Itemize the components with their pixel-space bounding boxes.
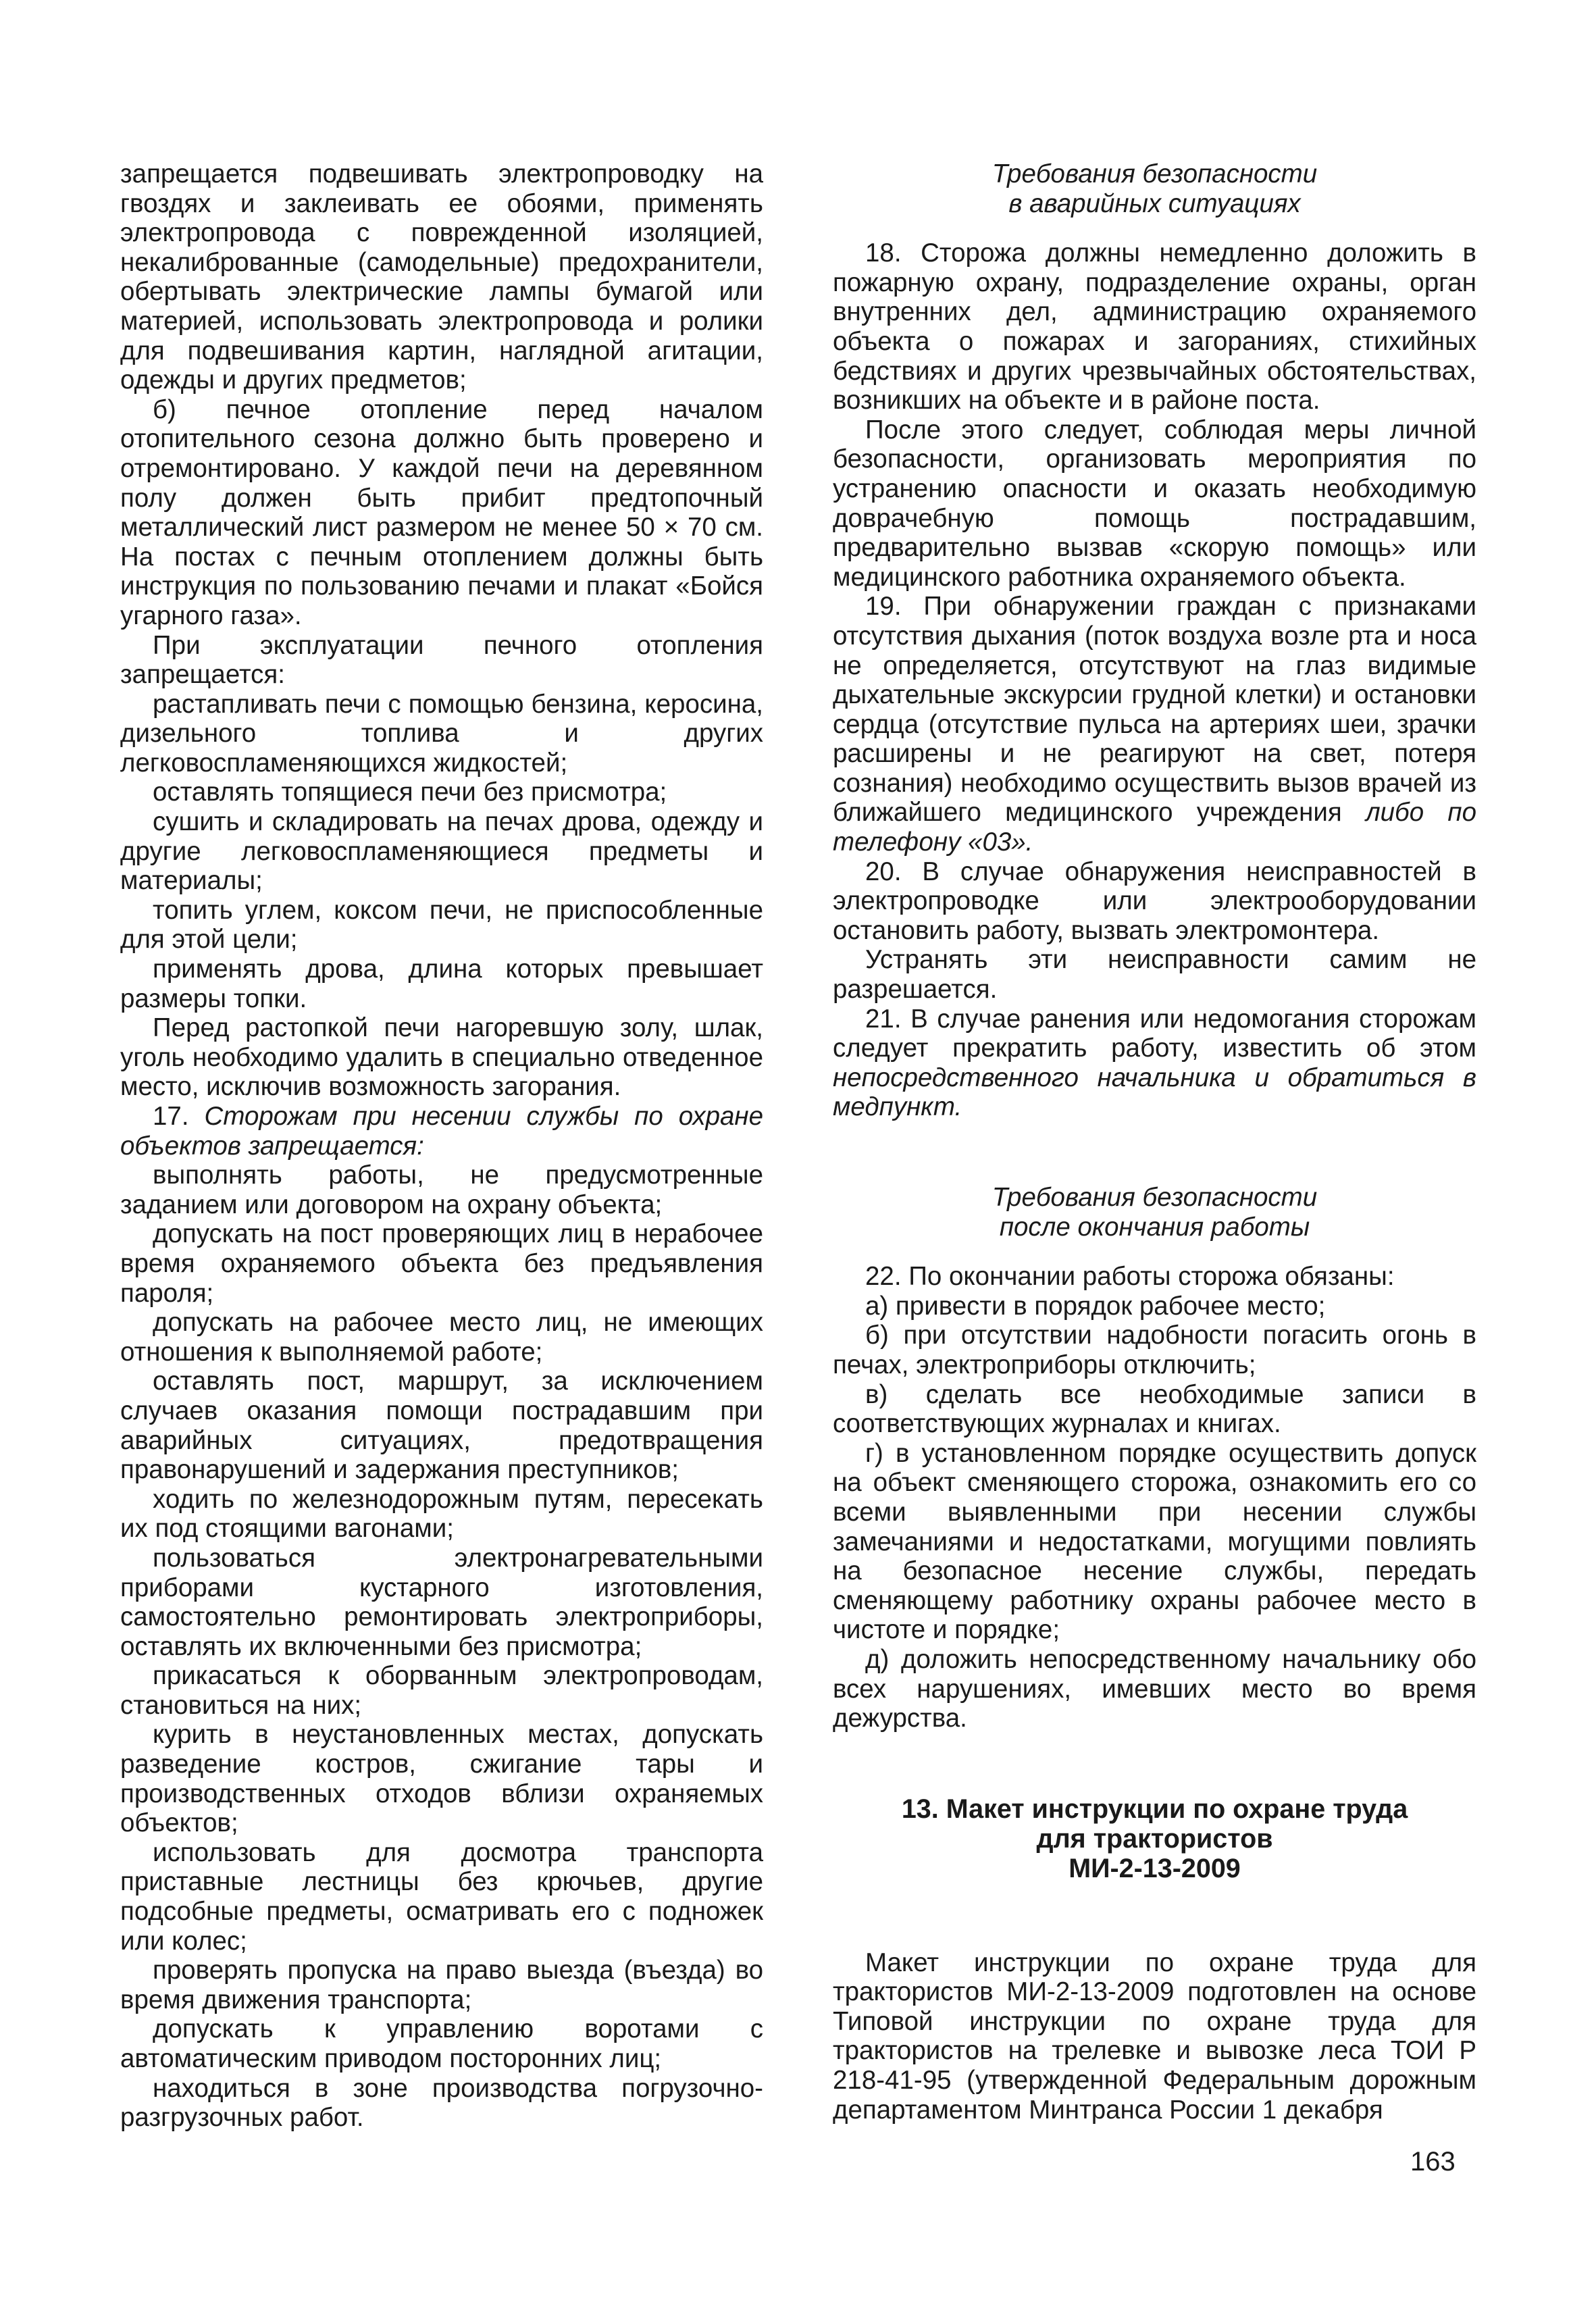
paragraph-19 xyxy=(833,592,1476,857)
paragraph-17 xyxy=(120,1102,763,1161)
paragraph: пользоваться электронагревательными приборами кустарного изготовления, самостоятельно ремонтировать электроприборы, оставлять их включенными без присмотра; xyxy=(120,1543,763,1661)
paragraph: Перед растопкой печи нагоревшую золу, шлак, уголь необходимо удалить в специально отведенное место, исключив возможность загорания. xyxy=(120,1013,763,1102)
paragraph: допускать на рабочее место лиц, не имеющих отношения к выполняемой работе; xyxy=(120,1308,763,1367)
heading-line: Требования безопасности xyxy=(992,1183,1318,1212)
paragraph: оставлять топящиеся печи без присмотра; xyxy=(153,778,667,807)
paragraph: 18. Сторожа должны немедленно доложить в пожарную охрану, подразделение охраны, орган внутренних дел, администрацию охраняемого объекта о пожарах и загораниях, стихийных бедствиях и других чрезвычайных обстоятельствах, возникших на объекте и в районе поста. xyxy=(833,238,1476,415)
paragraph: применять дрова, длина которых превышает размеры топки. xyxy=(120,955,763,1013)
heading-line: Требования безопасности xyxy=(992,159,1318,188)
paragraph: сушить и складировать на печах дрова, одежду и другие легковоспламеняющиеся предметы и материалы; xyxy=(120,807,763,896)
heading-line: для трактористов xyxy=(1036,1823,1273,1854)
heading-line: МИ-2-13-2009 xyxy=(1069,1853,1241,1883)
paragraph: запрещается подвешивать электропроводку на гвоздях и заклеивать ее обоями, применять электропровода с поврежденной изоляцией, некалиброванные (самодельные) предохранители, обертывать электрические лампы бумагой или материей, использовать электропровода и ролики для подвешивания картин, наглядной агитации, одежды и других предметов; xyxy=(120,159,763,395)
clause-number: 17. xyxy=(153,1102,189,1131)
paragraph: растапливать печи с помощью бензина, керосина, дизельного топлива и других легковоспламеняющихся жидкостей; xyxy=(120,689,763,778)
paragraph: проверять пропуска на право выезда (въезда) во время движения транспорта; xyxy=(120,1956,763,2014)
chapter-heading xyxy=(833,1794,1476,1883)
paragraph: б) печное отопление перед началом отопительного сезона должно быть проверено и отремонтировано. У каждой печи на деревянном полу должен быть прибит предтопочный металлический лист размером не менее 50 × 70 см. На постах с печным отоплением должны быть инструкция по пользованию печами и плакат «Бойся угарного газа». xyxy=(120,395,763,630)
heading-line: в аварийных ситуациях xyxy=(1008,188,1301,218)
paragraph: использовать для досмотра транспорта приставные лестницы без крючьев, другие подсобные предметы, осматривать его с подножек или колес; xyxy=(120,1837,763,1956)
section-heading-after-work xyxy=(833,1183,1476,1242)
paragraph: находиться в зоне производства погрузочно-разгрузочных работ. xyxy=(120,2073,763,2133)
paragraph: а) привести в порядок рабочее место; xyxy=(865,1291,1326,1321)
page-number: 163 xyxy=(1410,2147,1456,2177)
paragraph-21 xyxy=(833,1005,1476,1122)
paragraph-italic-text: непосредственного начальника и обратиться в медпункт. xyxy=(833,1063,1476,1122)
paragraph: топить углем, коксом печи, не приспособленные для этой цели; xyxy=(120,895,763,955)
paragraph-italic-text: либо по телефону «03». xyxy=(833,798,1476,857)
paragraph: ходить по железнодорожным путям, пересекать их под стоящими вагонами; xyxy=(120,1484,763,1544)
paragraph: г) в установленном порядке осуществить допуск на объект сменяющего сторожа, ознакомить его со всеми выявленными при несении службы замечаниями и недостатками, могущими повлиять на безопасное несение службы, передать сменяющему работнику охраны рабочее место в чистоте и порядке; xyxy=(833,1438,1476,1645)
paragraph: б) при отсутствии надобности погасить огонь в печах, электроприборы отключить; xyxy=(833,1321,1476,1379)
left-column xyxy=(120,159,763,2133)
paragraph: выполнять работы, не предусмотренные заданием или договором на охрану объекта; xyxy=(120,1161,763,1219)
paragraph: допускать на пост проверяющих лиц в нерабочее время охраняемого объекта без предъявления пароля; xyxy=(120,1219,763,1308)
right-column xyxy=(833,159,1476,2125)
paragraph: прикасаться к оборванным электропроводам, становиться на них; xyxy=(120,1661,763,1720)
paragraph: д) доложить непосредственному начальнику обо всех нарушениях, имевших место во время дежурства. xyxy=(833,1644,1476,1733)
paragraph: Устранять эти неисправности самим не разрешается. xyxy=(833,945,1476,1005)
paragraph: курить в неустановленных местах, допускать разведение костров, сжигание тары и производственных отходов вблизи охраняемых объектов; xyxy=(120,1720,763,1838)
paragraph-text: 19. При обнаружении граждан с признаками отсутствия дыхания (поток воздуха возле рта и носа не определяется, отсутствуют на глаз видимые дыхательные экскурсии грудной клетки) и остановки сердца (отсутствие пульса на артериях шеи, зрачки расширены и не реагируют на свет, потеря сознания) необходимо осуществить вызов врачей из ближайшего медицинского учреждения xyxy=(833,592,1476,828)
paragraph: 22. По окончании работы сторожа обязаны: xyxy=(865,1262,1395,1292)
heading-line: 13. Макет инструкции по охране труда xyxy=(901,1794,1408,1824)
paragraph: При эксплуатации печного отопления запрещается: xyxy=(120,630,763,690)
section-heading-emergency xyxy=(833,159,1476,218)
paragraph: После этого следует, соблюдая меры личной безопасности, организовать мероприятия по устранению опасности и оказать необходимую доврачебную помощь пострадавшим, предварительно вызвав «скорую помощь» или медицинского работника охраняемого объекта. xyxy=(833,415,1476,592)
paragraph: допускать к управлению воротами с автоматическим приводом посторонних лиц; xyxy=(120,2014,763,2073)
heading-line: после окончания работы xyxy=(999,1212,1310,1242)
paragraph: в) сделать все необходимые записи в соответствующих журналах и книгах. xyxy=(833,1379,1476,1439)
paragraph-text: 21. В случае ранения или недомогания сторожам следует прекратить работу, известить об этом xyxy=(833,1004,1476,1063)
paragraph: 20. В случае обнаружения неисправностей в электропроводке или электрооборудовании остановить работу, вызвать электромонтера. xyxy=(833,857,1476,945)
clause-italic-text: Сторожам при несении службы по охране объектов запрещается: xyxy=(120,1102,763,1161)
paragraph: оставлять пост, маршрут, за исключением случаев оказания помощи пострадавшим при аварийных ситуациях, предотвращения правонарушений и задержания преступников; xyxy=(120,1367,763,1485)
paragraph: Макет инструкции по охране труда для трактористов МИ-2-13-2009 подготовлен на основе Типовой инструкции по охране труда для трактористов на трелевке и вывозке леса ТОИ Р 218-41-95 (утвержденной Федеральным дорожным департаментом Минтранса России 1 декабря xyxy=(833,1948,1476,2125)
